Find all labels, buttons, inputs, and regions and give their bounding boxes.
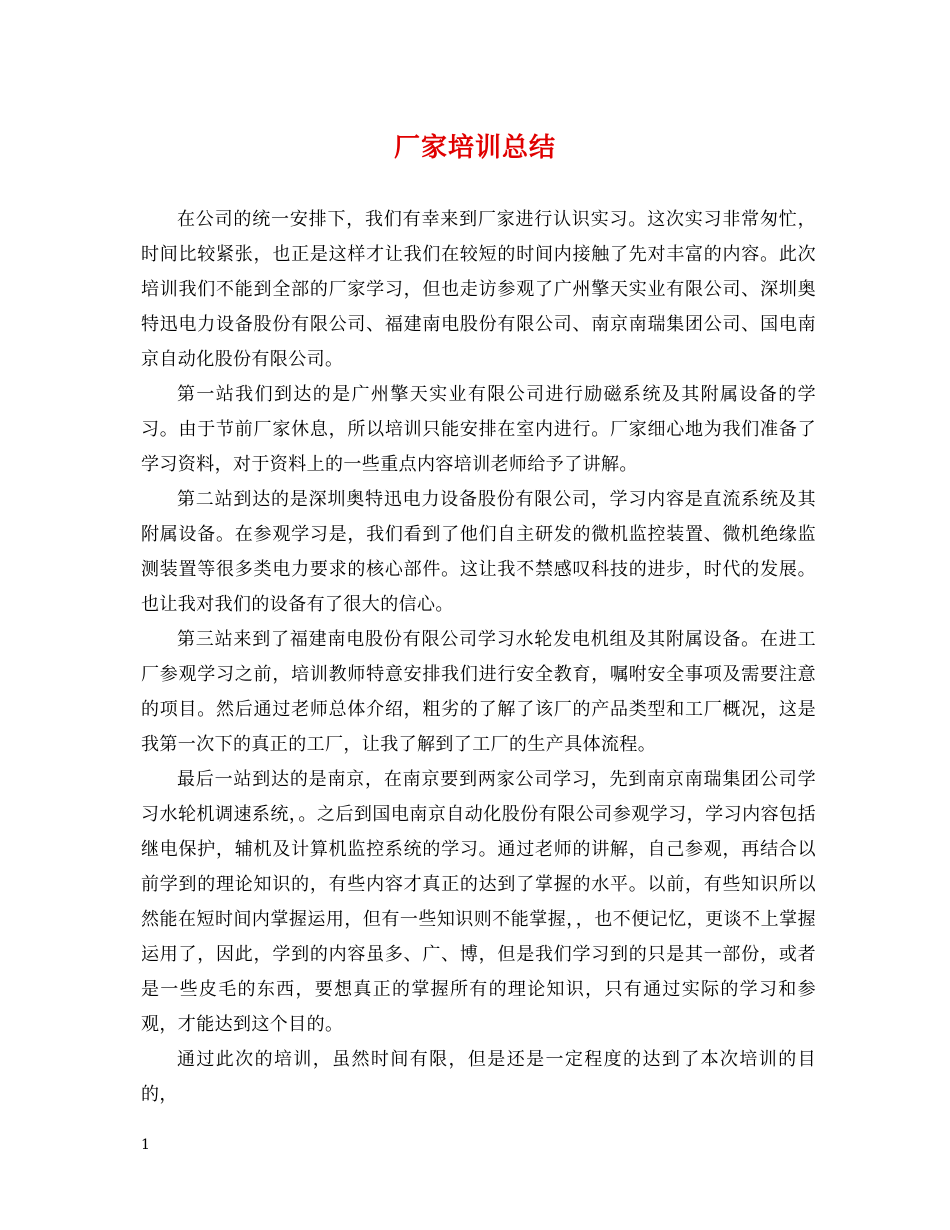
paragraph-second-stop: 第二站到达的是深圳奥特迅电力设备股份有限公司，学习内容是直流系统及其附属设备。在参观学习是，我们看到了他们自主研发的微机监控装置、微机绝缘监测装置等很多类电力要求的核心部件。这让我不禁感叹科技的进步，时代的发展。也让我对我们的设备有了很大的信心。 xyxy=(141,489,816,615)
paragraph-intro: 在公司的统一安排下，我们有幸来到厂家进行认识实习。这次实习非常匆忙，时间比较紧张，也正是这样才让我们在较短的时间内接触了先对丰富的内容。此次培训我们不能到全部的厂家学习，但也走访参观了广州擎天实业有限公司、深圳奥特迅电力设备股份有限公司、福建南电股份有限公司、南京南瑞集团公司、国电南京自动化股份有限公司。 xyxy=(141,209,816,370)
document-body xyxy=(141,202,816,1112)
paragraph-conclusion: 通过此次的培训，虽然时间有限，但是还是一定程度的达到了本次培训的目的， xyxy=(141,1049,816,1105)
paragraph-first-stop: 第一站我们到达的是广州擎天实业有限公司进行励磁系统及其附属设备的学习。由于节前厂家休息，所以培训只能安排在室内进行。厂家细心地为我们准备了学习资料，对于资料上的一些重点内容培训老师给予了讲解。 xyxy=(141,384,816,475)
paragraph-third-stop: 第三站来到了福建南电股份有限公司学习水轮发电机组及其附属设备。在进工厂参观学习之前，培训教师特意安排我们进行安全教育，嘱咐安全事项及需要注意的项目。然后通过老师总体介绍，粗劣的了解了该厂的产品类型和工厂概况，这是我第一次下的真正的工厂，让我了解到了工厂的生产具体流程。 xyxy=(141,629,816,755)
document-title: 厂家培训总结 xyxy=(393,133,556,163)
paragraph-last-stop: 最后一站到达的是南京，在南京要到两家公司学习，先到南京南瑞集团公司学习水轮机调速系统，。之后到国电南京自动化股份有限公司参观学习，学习内容包括继电保护，辅机及计算机监控系统的学习。通过老师的讲解，自己参观，再结合以前学到的理论知识的，有些内容才真正的达到了掌握的水平。以前，有些知识所以然能在短时间内掌握运用，但有一些知识则不能掌握，，也不便记忆，更谈不上掌握运用了，因此，学到的内容虽多、广、博，但是我们学习到的只是其一部份，或者是一些皮毛的东西，要想真正的掌握所有的理论知识，只有通过实际的学习和参观，才能达到这个目的。 xyxy=(141,769,816,1035)
page-number: 1 xyxy=(141,1137,150,1153)
